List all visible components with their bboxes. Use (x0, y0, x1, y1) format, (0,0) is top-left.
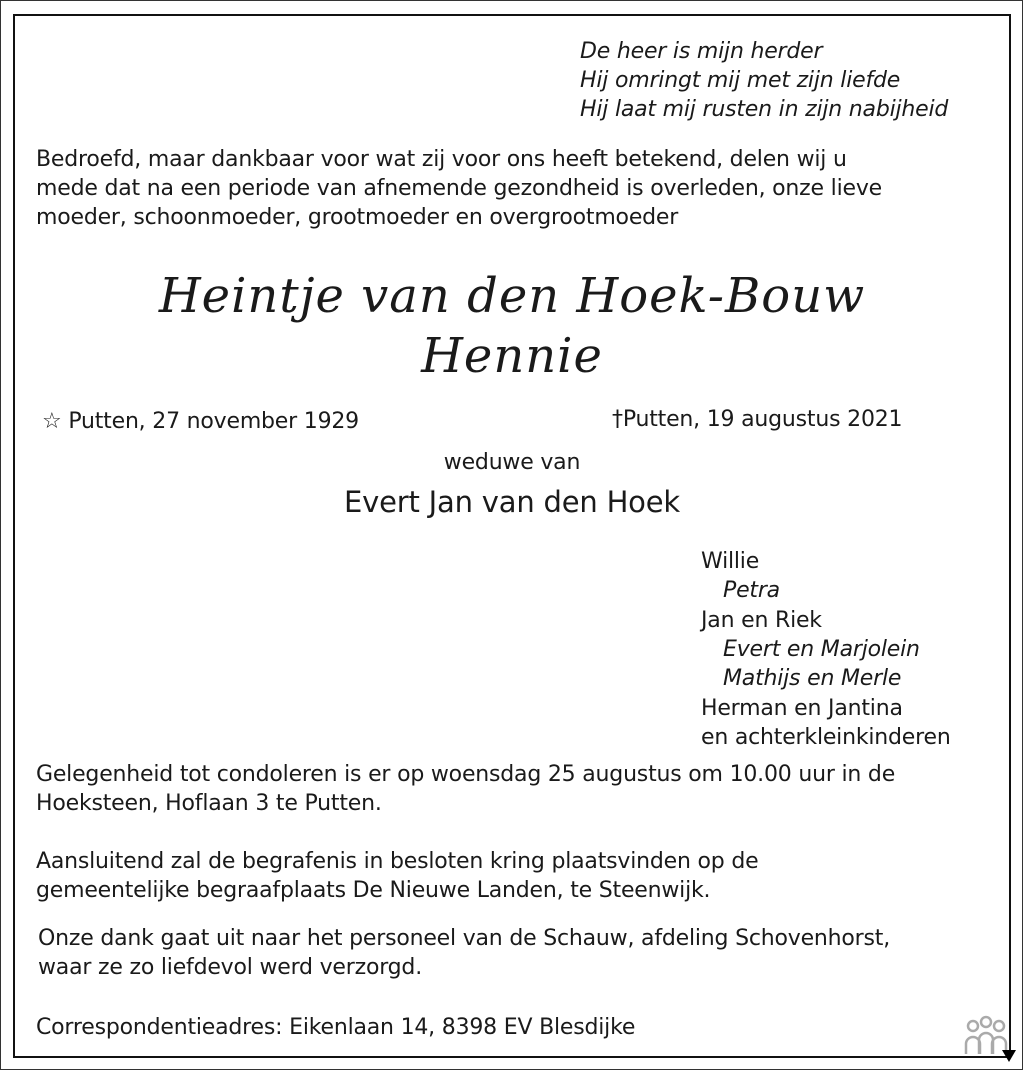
thanks-line: waar ze zo liefdevol werd verzorgd. (38, 955, 422, 980)
dagger-icon: † (612, 407, 623, 432)
funeral-line: gemeentelijke begraafplaats De Nieuwe Landen, te Steenwijk. (36, 878, 711, 903)
birth-info (42, 407, 359, 436)
family-member: Mathijs en Merle (723, 666, 902, 692)
family-member: Herman en Jantina (701, 695, 903, 721)
family-member: Willie (701, 549, 760, 574)
star-icon: ☆ (42, 409, 62, 434)
family-member: en achterkleinkinderen (701, 724, 951, 750)
verse-line: Hij laat mij rusten in zijn nabijheid (580, 97, 949, 122)
verse-line: Hij omringt mij met zijn liefde (580, 68, 901, 93)
intro-line: moeder, schoonmoeder, grootmoeder en overgrootmoeder (36, 205, 679, 230)
deceased-nickname: Hennie (421, 328, 603, 384)
deceased-name: Heintje van den Hoek-Bouw (158, 268, 866, 324)
condolence-line: Hoeksteen, Hoflaan 3 te Putten. (36, 791, 382, 816)
family-member: Evert en Marjolein (723, 636, 920, 662)
family-member: Jan en Riek (701, 607, 822, 633)
birth-text: Putten, 27 november 1929 (68, 409, 359, 434)
intro-line: mede dat na een periode van afnemende gezondheid is overleden, onze lieve (36, 176, 882, 201)
death-text: Putten, 19 augustus 2021 (622, 407, 903, 432)
widow-label: weduwe van (443, 450, 581, 475)
correspondence-address: Correspondentieadres: Eikenlaan 14, 8398 EV Blesdijke (36, 1015, 636, 1040)
spouse-name: Evert Jan van den Hoek (344, 485, 680, 519)
intro-line: Bedroefd, maar dankbaar voor wat zij voor ons heeft betekend, delen wij u (36, 147, 847, 172)
family-member: Petra (723, 578, 780, 604)
death-info (612, 405, 902, 434)
condolence-line: Gelegenheid tot condoleren is er op woensdag 25 augustus om 10.00 uur in de (36, 762, 896, 787)
funeral-line: Aansluitend zal de begrafenis in besloten kring plaatsvinden op de (36, 849, 759, 874)
thanks-line: Onze dank gaat uit naar het personeel van de Schauw, afdeling Schovenhorst, (38, 926, 890, 951)
verse-line: De heer is mijn herder (580, 39, 823, 64)
scroll-down-arrow[interactable] (1002, 1050, 1016, 1062)
